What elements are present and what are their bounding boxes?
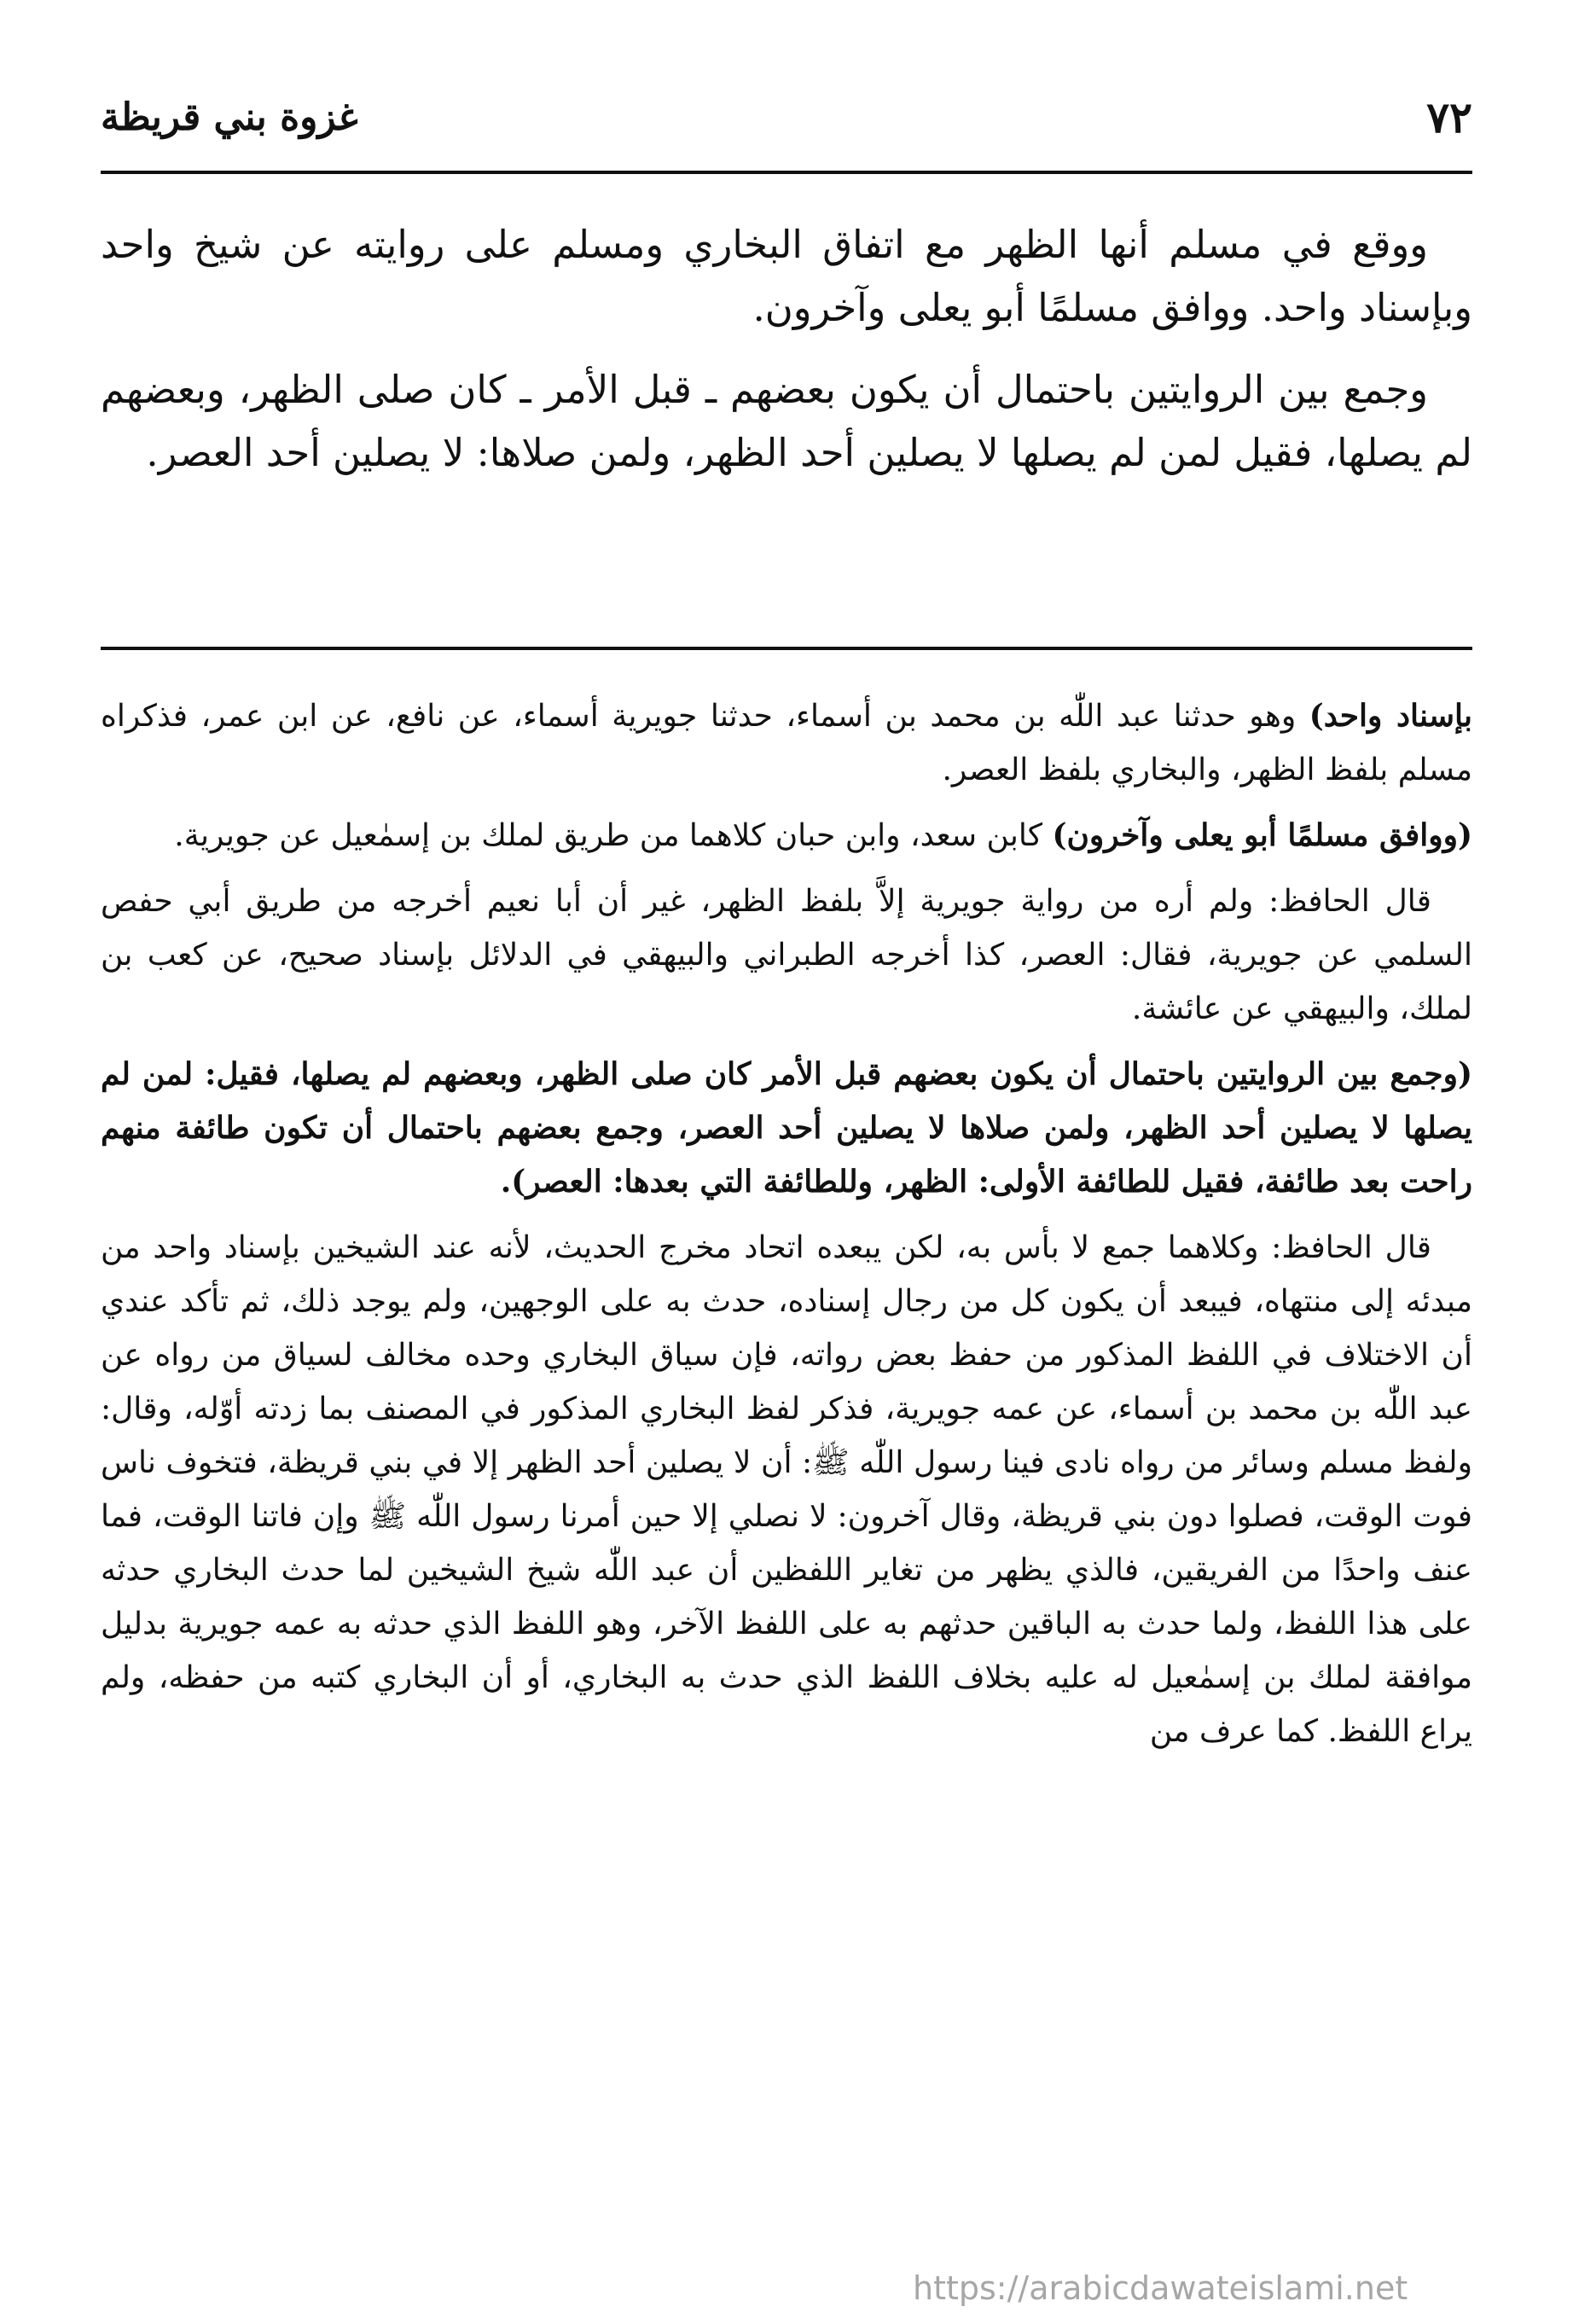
footnote-lemma: (وجمع بين الروايتين باحتمال أن يكون بعضهم قبل الأمر كان صلى الظهر، وبعضهم لم يصلها، فقيل: لمن لم يصلها لا يصلين أحد الظهر، ولمن صلاها لا يصلين أحد العصر، وجمع بعضهم باحتمال أن تكون طائفة منهم راحت بعد طائفة، فقيل للطائفة الأولى: الظهر، وللطائفة التي بعدها: العصر). <box>101 1056 1472 1200</box>
header-rule <box>101 171 1472 174</box>
footnote-lemma: بإسناد واحد) <box>1309 698 1472 734</box>
watermark-url: https://arabicdawateislami.net <box>913 2269 1408 2307</box>
footnote-text: وهو حدثنا عبد اللّٰه بن محمد بن أسماء، حدثنا جويرية أسماء، عن نافع، عن ابن عمر، فذكراه مسلم بلفظ الظهر، والبخاري بلفظ العصر. <box>101 699 1472 787</box>
main-paragraph: وجمع بين الروايتين باحتمال أن يكون بعضهم ـ قبل الأمر ـ كان صلى الظهر، وبعضهم لم يصلها، فقيل لمن لم يصلها لا يصلين أحد الظهر، ولمن صلاها: لا يصلين أحد العصر. <box>101 367 1472 475</box>
footnote <box>101 1048 1472 1209</box>
footnote-lemma: (ووافق مسلمًا أبو يعلى وآخرون) <box>1052 817 1472 853</box>
main-text <box>101 213 1472 503</box>
footnote <box>101 689 1472 797</box>
page-number: ٧٢ <box>1426 92 1472 142</box>
footnote <box>101 874 1472 1036</box>
footnote-text: قال الحافظ: وكلاهما جمع لا بأس به، لكن يبعده اتحاد مخرج الحديث، لأنه عند الشيخين بإسناد واحد من مبدئه إلى منتهاه، فيبعد أن يكون كل من رجال إسناده، حدث به على الوجهين، ولم يوجد ذلك، ثم تأكد عندي أن الاختلاف في اللفظ المذكور من حفظ بعض رواته، فإن سياق البخاري وحده مخالف لسياق من رواه عن عبد اللّٰه بن محمد بن أسماء، عن عمه جويرية، فذكر لفظ البخاري المذكور في المصنف بما زدته أوّله، وقال: ولفظ مسلم وسائر من رواه نادى فينا رسول اللّٰه ﷺ: أن لا يصلين أحد الظهر إلا في بني قريظة، فتخوف ناس فوت الوقت، فصلوا دون بني قريظة، وقال آخرون: لا نصلي إلا حين أمرنا رسول اللّٰه ﷺ وإن فاتنا الوقت، فما عنف واحدًا من الفريقين، فالذي يظهر من تغاير اللفظين أن عبد اللّٰه شيخ الشيخين لما حدث البخاري حدثه على هذا اللفظ، ولما حدث به الباقين حدثهم به على اللفظ الآخر، وهو اللفظ الذي حدثه به عمه جويرية بدليل موافقة لملك بن إسمٰعيل له عليه بخلاف اللفظ الذي حدث به البخاري، أو أن البخاري كتبه من حفظه، ولم يراع اللفظ. كما عرف من <box>101 1230 1472 1749</box>
footnotes <box>101 689 1472 1770</box>
footnote-separator <box>101 647 1472 650</box>
main-paragraph: ووقع في مسلم أنها الظهر مع اتفاق البخاري ومسلم على روايته عن شيخ واحد وبإسناد واحد. ووافق مسلمًا أبو يعلى وآخرون. <box>101 222 1472 330</box>
footnote-text: كابن سعد، وابن حبان كلاهما من طريق لملك بن إسمٰعيل عن جويرية. <box>174 818 1053 853</box>
running-title: غزوة بني قريظة <box>101 96 358 139</box>
footnote <box>101 1221 1472 1758</box>
page-header <box>101 92 1472 160</box>
footnote <box>101 809 1472 863</box>
footnote-text: قال الحافظ: ولم أره من رواية جويرية إلاَّ بلفظ الظهر، غير أن أبا نعيم أخرجه من طريق أبي حفص السلمي عن جويرية، فقال: العصر، كذا أخرجه الطبراني والبيهقي في الدلائل بإسناد صحيح، عن كعب بن لملك، والبيهقي عن عائشة. <box>101 884 1472 1026</box>
